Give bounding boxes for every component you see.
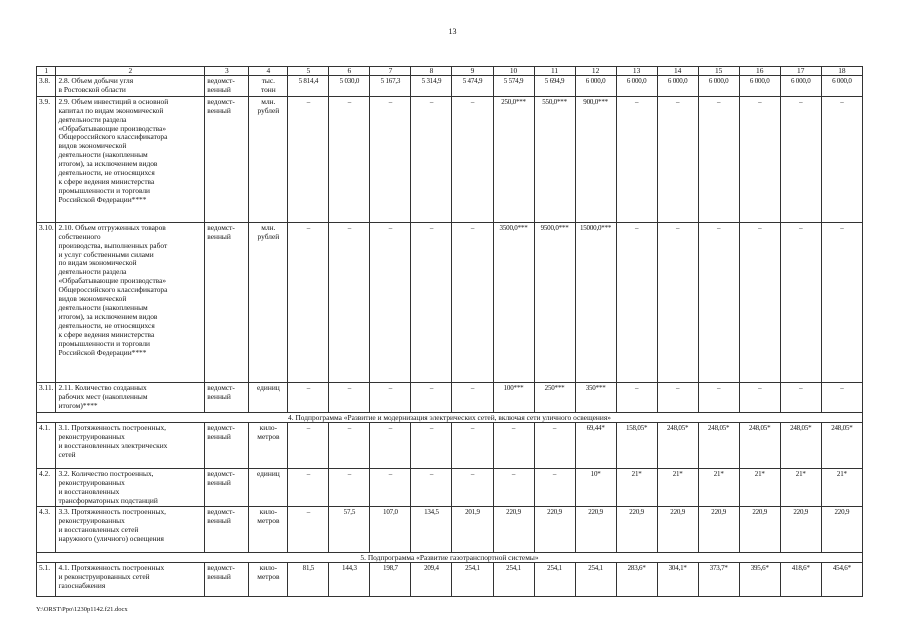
page-number: 13 [448,27,457,36]
row-number: 4.3. [37,507,56,553]
unit-of-measure: кило- метров [249,422,288,468]
value-cell: – [288,222,329,382]
value-cell: 5 574,9 [493,76,534,97]
column-header: 15 [698,67,739,76]
value-cell: 248,05* [698,422,739,468]
indicator-name: 2.8. Объем добычи угля в Ростовской области [56,76,205,97]
footer-file-path: Y:\ORST\Ppo\1230p1142.f21.docx [36,606,128,613]
value-cell: 350*** [575,382,616,412]
value-cell: 6 000,0 [616,76,657,97]
value-cell: – [493,422,534,468]
value-cell: 900,0*** [575,96,616,222]
data-source: ведомст- венный [205,468,249,507]
value-cell: 6 000,0 [657,76,698,97]
value-cell: – [411,96,452,222]
row-number: 3.9. [37,96,56,222]
value-cell: – [821,96,862,222]
value-cell: – [452,222,493,382]
value-cell: 248,05* [657,422,698,468]
row-number: 3.8. [37,76,56,97]
value-cell: 6 000,0 [739,76,780,97]
column-header: 5 [288,67,329,76]
column-header: 12 [575,67,616,76]
value-cell: 248,05* [821,422,862,468]
row-number: 4.2. [37,468,56,507]
value-cell: 220,9 [616,507,657,553]
value-cell: 5 694,9 [534,76,575,97]
value-cell: – [329,468,370,507]
value-cell: 107,0 [370,507,411,553]
data-source: ведомст- венный [205,382,249,412]
value-cell: – [739,96,780,222]
column-header: 10 [493,67,534,76]
value-cell: – [657,222,698,382]
value-cell: 395,6* [739,563,780,597]
value-cell: 201,9 [452,507,493,553]
value-cell: 81,5 [288,563,329,597]
column-header: 9 [452,67,493,76]
section-title: 5. Подпрограмма «Развитие газотранспортной системы» [37,553,863,563]
column-header: 13 [616,67,657,76]
value-cell: – [534,422,575,468]
value-cell: 21* [739,468,780,507]
value-cell: 220,9 [780,507,821,553]
value-cell: – [780,222,821,382]
value-cell: – [288,468,329,507]
value-cell: 418,6* [780,563,821,597]
value-cell: 21* [698,468,739,507]
indicator-name: 3.2. Количество построенных, реконструированных и восстановленных трансформаторных подстанций [56,468,205,507]
value-cell: 21* [821,468,862,507]
value-cell: – [739,382,780,412]
value-cell: 248,05* [739,422,780,468]
column-header: 6 [329,67,370,76]
value-cell: 57,5 [329,507,370,553]
column-header: 7 [370,67,411,76]
value-cell: – [329,422,370,468]
unit-of-measure: кило- метров [249,563,288,597]
value-cell: – [821,222,862,382]
value-cell: 220,9 [739,507,780,553]
value-cell: – [452,382,493,412]
table-row [37,222,863,382]
value-cell: 21* [657,468,698,507]
value-cell: 454,6* [821,563,862,597]
value-cell: 5 474,9 [452,76,493,97]
column-header: 16 [739,67,780,76]
column-header: 4 [249,67,288,76]
value-cell: 220,9 [575,507,616,553]
column-header: 3 [205,67,249,76]
value-cell: – [698,222,739,382]
unit-of-measure: млн. рублей [249,222,288,382]
section-row [37,553,863,563]
value-cell: 158,05* [616,422,657,468]
indicators-table [36,66,863,597]
value-cell: – [821,382,862,412]
value-cell: – [780,96,821,222]
unit-of-measure: млн. рублей [249,96,288,222]
section-title: 4. Подпрограмма «Развитие и модернизация электрических сетей, включая сети уличного освещения» [37,412,863,422]
value-cell: 220,9 [821,507,862,553]
value-cell: 254,1 [534,563,575,597]
value-cell: – [616,222,657,382]
column-header: 11 [534,67,575,76]
value-cell: – [657,382,698,412]
value-cell: – [452,468,493,507]
value-cell: – [616,382,657,412]
value-cell: 69,44* [575,422,616,468]
value-cell: – [411,382,452,412]
value-cell: 220,9 [698,507,739,553]
value-cell: – [370,468,411,507]
unit-of-measure: тыс. тонн [249,76,288,97]
indicator-name: 3.3. Протяженность построенных, реконструированных и восстановленных сетей наружного (уличного) освещения [56,507,205,553]
row-number: 4.1. [37,422,56,468]
indicator-name: 2.11. Количество созданных рабочих мест (накопленным итогом)**** [56,382,205,412]
value-cell: 373,7* [698,563,739,597]
unit-of-measure: единиц [249,468,288,507]
value-cell: – [452,96,493,222]
value-cell: 5 167,3 [370,76,411,97]
value-cell: 5 030,0 [329,76,370,97]
value-cell: 198,7 [370,563,411,597]
column-header: 18 [821,67,862,76]
value-cell: – [329,382,370,412]
value-cell: 21* [780,468,821,507]
column-header: 2 [56,67,205,76]
data-source: ведомст- венный [205,222,249,382]
data-source: ведомст- венный [205,96,249,222]
value-cell: 134,5 [411,507,452,553]
table-row [37,76,863,97]
value-cell: 3500,0*** [493,222,534,382]
value-cell: 6 000,0 [698,76,739,97]
value-cell: – [411,222,452,382]
value-cell: – [452,422,493,468]
section-row [37,412,863,422]
value-cell: 304,1* [657,563,698,597]
value-cell: 550,0*** [534,96,575,222]
column-header: 8 [411,67,452,76]
data-source: ведомст- венный [205,422,249,468]
value-cell: 5 814,4 [288,76,329,97]
value-cell: – [288,507,329,553]
row-number: 3.11. [37,382,56,412]
column-header: 14 [657,67,698,76]
value-cell: 6 000,0 [821,76,862,97]
value-cell: 6 000,0 [780,76,821,97]
value-cell: – [616,96,657,222]
value-cell: – [657,96,698,222]
column-header: 1 [37,67,56,76]
value-cell: 6 000,0 [575,76,616,97]
row-number: 3.10. [37,222,56,382]
indicator-name: 4.1. Протяженность построенных и реконструированных сетей газоснабжения [56,563,205,597]
value-cell: – [329,222,370,382]
value-cell: – [739,222,780,382]
indicator-name: 2.10. Объем отгруженных товаров собственного производства, выполненных работ и услуг собственными силами по видам экономической деятельности раздела «Обрабатывающие производства» Общероссийского классификатора видов экономической деятельности (накопленным итогом), за исключением видов деятельности, не относящихся к сфере ведения министерства промышленности и торговли Российской Федерации**** [56,222,205,382]
value-cell: – [698,382,739,412]
value-cell: – [534,468,575,507]
value-cell: – [698,96,739,222]
value-cell: – [411,468,452,507]
value-cell: 254,1 [575,563,616,597]
value-cell: 250*** [534,382,575,412]
value-cell: 100*** [493,382,534,412]
value-cell: – [370,422,411,468]
table-row [37,507,863,553]
value-cell: – [411,422,452,468]
value-cell: 250,0*** [493,96,534,222]
table-row [37,422,863,468]
value-cell: – [780,382,821,412]
value-cell: – [288,96,329,222]
value-cell: 21* [616,468,657,507]
data-source: ведомст- венный [205,563,249,597]
unit-of-measure: кило- метров [249,507,288,553]
value-cell: – [288,382,329,412]
table-row [37,96,863,222]
value-cell: 220,9 [657,507,698,553]
table-header-row [37,67,863,76]
value-cell: – [370,96,411,222]
indicator-name: 3.1. Протяженность построенных, реконструированных и восстановленных электрических сетей [56,422,205,468]
row-number: 5.1. [37,563,56,597]
data-source: ведомст- венный [205,76,249,97]
value-cell: – [370,382,411,412]
value-cell: 144,3 [329,563,370,597]
value-cell: 254,1 [452,563,493,597]
unit-of-measure: единиц [249,382,288,412]
value-cell: – [329,96,370,222]
data-source: ведомст- венный [205,507,249,553]
value-cell: – [370,222,411,382]
indicator-name: 2.9. Объем инвестиций в основной капитал по видам экономической деятельности раздела «Обрабатывающие производства» Общероссийского классификатора видов экономической деятельности (накопленным итогом), за исключением видов деятельности, не относящихся к сфере ведения министерства промышленности и торговли Российской Федерации**** [56,96,205,222]
value-cell: 248,05* [780,422,821,468]
value-cell: 5 314,9 [411,76,452,97]
value-cell: 209,4 [411,563,452,597]
value-cell: 220,9 [534,507,575,553]
value-cell: – [493,468,534,507]
table-row [37,563,863,597]
value-cell: 9500,0*** [534,222,575,382]
table-row [37,382,863,412]
value-cell: 283,6* [616,563,657,597]
value-cell: 254,1 [493,563,534,597]
value-cell: 10* [575,468,616,507]
value-cell: 220,9 [493,507,534,553]
value-cell: – [288,422,329,468]
table-row [37,468,863,507]
value-cell: 15000,0*** [575,222,616,382]
column-header: 17 [780,67,821,76]
